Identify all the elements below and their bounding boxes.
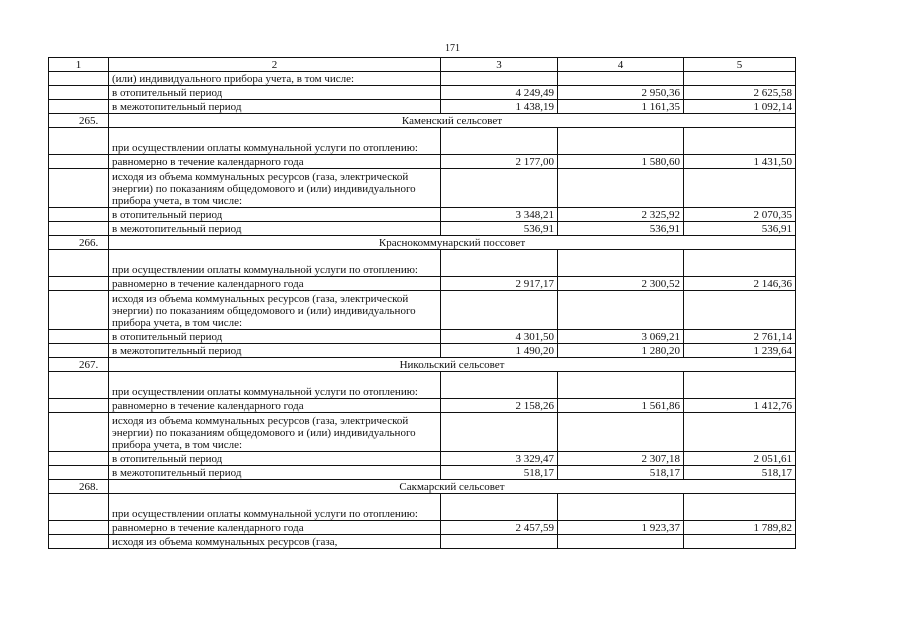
table-row (49, 344, 796, 358)
value-cell-v5 (684, 372, 796, 399)
section-row (49, 114, 796, 128)
value-cell-v5: 536,91 (684, 222, 796, 236)
row-label: в отопительный период (109, 208, 441, 222)
value-cell-v4 (558, 128, 684, 155)
value-cell-v4 (558, 169, 684, 208)
value-cell-v3: 3 348,21 (441, 208, 558, 222)
column-header: 5 (684, 58, 796, 72)
value-cell-v4: 2 950,36 (558, 86, 684, 100)
value-cell-v3 (441, 494, 558, 521)
table-row (49, 291, 796, 330)
value-cell-v3 (441, 372, 558, 399)
section-number: 268. (49, 480, 109, 494)
row-label: в отопительный период (109, 330, 441, 344)
value-cell-v4: 536,91 (558, 222, 684, 236)
value-cell-v3: 2 177,00 (441, 155, 558, 169)
section-number: 265. (49, 114, 109, 128)
column-header: 2 (109, 58, 441, 72)
row-number-cell (49, 413, 109, 452)
row-number-cell (49, 521, 109, 535)
value-cell-v3: 536,91 (441, 222, 558, 236)
value-cell-v3: 3 329,47 (441, 452, 558, 466)
value-cell-v5 (684, 413, 796, 452)
table-row (49, 86, 796, 100)
row-number-cell (49, 330, 109, 344)
section-title: Никольский сельсовет (109, 358, 796, 372)
column-header: 1 (49, 58, 109, 72)
row-number-cell (49, 169, 109, 208)
value-cell-v5 (684, 291, 796, 330)
table-row (49, 250, 796, 277)
value-cell-v4 (558, 72, 684, 86)
value-cell-v3: 2 158,26 (441, 399, 558, 413)
table-row (49, 466, 796, 480)
value-cell-v4: 3 069,21 (558, 330, 684, 344)
table-row (49, 100, 796, 114)
section-title: Сакмарский сельсовет (109, 480, 796, 494)
row-label: в межотопительный период (109, 100, 441, 114)
row-label: равномерно в течение календарного года (109, 399, 441, 413)
row-number-cell (49, 128, 109, 155)
value-cell-v4 (558, 250, 684, 277)
row-label: в отопительный период (109, 86, 441, 100)
row-label: (или) индивидуального прибора учета, в том числе: (109, 72, 441, 86)
row-label: исходя из объема коммунальных ресурсов (газа, электрической энергии) по показаниям общедомового и (или) индивидуального прибора учета, в том числе: (109, 413, 441, 452)
column-header: 3 (441, 58, 558, 72)
value-cell-v3 (441, 250, 558, 277)
row-label: в межотопительный период (109, 466, 441, 480)
value-cell-v4: 2 325,92 (558, 208, 684, 222)
value-cell-v4: 2 307,18 (558, 452, 684, 466)
row-label: при осуществлении оплаты коммунальной услуги по отоплению: (109, 372, 441, 399)
row-label: при осуществлении оплаты коммунальной услуги по отоплению: (109, 250, 441, 277)
row-number-cell (49, 452, 109, 466)
row-label: равномерно в течение календарного года (109, 155, 441, 169)
value-cell-v3: 2 917,17 (441, 277, 558, 291)
value-cell-v5: 2 761,14 (684, 330, 796, 344)
row-number-cell (49, 208, 109, 222)
value-cell-v5 (684, 250, 796, 277)
table-row (49, 155, 796, 169)
section-title: Краснокоммунарский поссовет (109, 236, 796, 250)
value-cell-v3 (441, 72, 558, 86)
table-row (49, 399, 796, 413)
table-row (49, 169, 796, 208)
section-number: 267. (49, 358, 109, 372)
value-cell-v5: 1 092,14 (684, 100, 796, 114)
row-label: равномерно в течение календарного года (109, 521, 441, 535)
value-cell-v5: 2 070,35 (684, 208, 796, 222)
value-cell-v5: 1 239,64 (684, 344, 796, 358)
table-header-row (49, 58, 796, 72)
value-cell-v5 (684, 494, 796, 521)
row-label: исходя из объема коммунальных ресурсов (газа, электрической энергии) по показаниям общедомового и (или) индивидуального прибора учета, в том числе: (109, 169, 441, 208)
value-cell-v5: 2 146,36 (684, 277, 796, 291)
table-row (49, 494, 796, 521)
value-cell-v3: 1 490,20 (441, 344, 558, 358)
table-row (49, 330, 796, 344)
section-title: Каменский сельсовет (109, 114, 796, 128)
table-row (49, 521, 796, 535)
row-number-cell (49, 494, 109, 521)
column-header: 4 (558, 58, 684, 72)
value-cell-v4: 1 161,35 (558, 100, 684, 114)
value-cell-v4 (558, 535, 684, 549)
table-row (49, 208, 796, 222)
value-cell-v4: 518,17 (558, 466, 684, 480)
table-row (49, 72, 796, 86)
row-label: исходя из объема коммунальных ресурсов (газа, электрической энергии) по показаниям общедомового и (или) индивидуального прибора учета, в том числе: (109, 291, 441, 330)
value-cell-v3 (441, 413, 558, 452)
row-number-cell (49, 277, 109, 291)
page-number: 171 (445, 43, 460, 54)
value-cell-v4 (558, 494, 684, 521)
value-cell-v5: 518,17 (684, 466, 796, 480)
row-label: при осуществлении оплаты коммунальной услуги по отоплению: (109, 128, 441, 155)
row-label: в межотопительный период (109, 222, 441, 236)
row-number-cell (49, 222, 109, 236)
row-label: при осуществлении оплаты коммунальной услуги по отоплению: (109, 494, 441, 521)
value-cell-v5 (684, 72, 796, 86)
row-number-cell (49, 100, 109, 114)
row-number-cell (49, 372, 109, 399)
value-cell-v3: 518,17 (441, 466, 558, 480)
table-row (49, 128, 796, 155)
table-row (49, 535, 796, 549)
table-row (49, 372, 796, 399)
tariff-table (48, 57, 796, 549)
section-row (49, 236, 796, 250)
row-number-cell (49, 535, 109, 549)
value-cell-v3: 4 301,50 (441, 330, 558, 344)
row-number-cell (49, 344, 109, 358)
value-cell-v3: 1 438,19 (441, 100, 558, 114)
value-cell-v5 (684, 169, 796, 208)
value-cell-v3 (441, 169, 558, 208)
value-cell-v4 (558, 413, 684, 452)
value-cell-v5: 1 789,82 (684, 521, 796, 535)
row-number-cell (49, 291, 109, 330)
value-cell-v4: 2 300,52 (558, 277, 684, 291)
value-cell-v4 (558, 372, 684, 399)
table-row (49, 222, 796, 236)
row-number-cell (49, 86, 109, 100)
value-cell-v5: 1 431,50 (684, 155, 796, 169)
row-label: равномерно в течение календарного года (109, 277, 441, 291)
section-number: 266. (49, 236, 109, 250)
value-cell-v5: 2 625,58 (684, 86, 796, 100)
value-cell-v4: 1 580,60 (558, 155, 684, 169)
section-row (49, 358, 796, 372)
row-number-cell (49, 250, 109, 277)
value-cell-v3 (441, 291, 558, 330)
value-cell-v3: 4 249,49 (441, 86, 558, 100)
table-row (49, 413, 796, 452)
row-label: в отопительный период (109, 452, 441, 466)
value-cell-v5: 2 051,61 (684, 452, 796, 466)
value-cell-v5 (684, 535, 796, 549)
value-cell-v3 (441, 535, 558, 549)
row-number-cell (49, 155, 109, 169)
value-cell-v4 (558, 291, 684, 330)
value-cell-v4: 1 280,20 (558, 344, 684, 358)
row-number-cell (49, 466, 109, 480)
value-cell-v3 (441, 128, 558, 155)
row-label: в межотопительный период (109, 344, 441, 358)
section-row (49, 480, 796, 494)
row-number-cell (49, 399, 109, 413)
table-row (49, 452, 796, 466)
value-cell-v5: 1 412,76 (684, 399, 796, 413)
table-body (49, 72, 796, 549)
table-row (49, 277, 796, 291)
value-cell-v5 (684, 128, 796, 155)
value-cell-v4: 1 923,37 (558, 521, 684, 535)
value-cell-v4: 1 561,86 (558, 399, 684, 413)
row-number-cell (49, 72, 109, 86)
row-label: исходя из объема коммунальных ресурсов (газа, (109, 535, 441, 549)
value-cell-v3: 2 457,59 (441, 521, 558, 535)
